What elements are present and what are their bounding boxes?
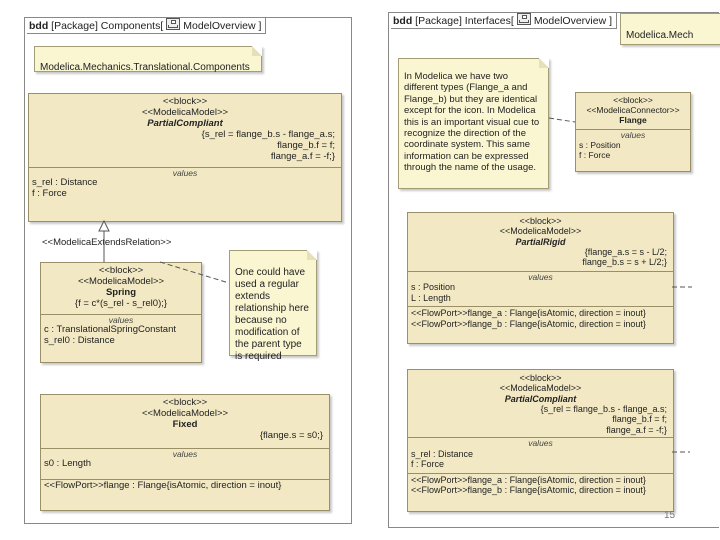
stereotype-modelica-model: <<ModelicaModel>> [499,226,582,237]
constraint-line: {s_rel = flange_b.s - flange_a.s; [201,128,335,140]
block-name: PartialCompliant [504,393,577,404]
compartment-label: values [620,130,646,141]
stereotype-block: <<block>> [519,216,562,226]
stereotype-modelica-model: <<ModelicaModel>> [77,275,165,287]
frame-keyword: bdd [29,20,49,32]
value-row: s_rel : Distance [411,448,474,459]
package-note-text: Modelica.Mech [626,30,694,41]
value-row: c : TranslationalSpringConstant [44,324,177,336]
stereotype-block: <<block>> [613,95,653,105]
value-row: s0 : Length [44,458,92,470]
stereotype-block: <<block>> [519,373,562,383]
port-row: <<FlowPort>>flange : Flange{isAtomic, direction = inout} [44,480,282,492]
frame-keyword: bdd [393,15,413,27]
compartment-label: values [528,438,553,449]
constraint-line: {flange_a.s = s - L/2; [584,247,667,258]
constraint-line: flange_b.s = s + L/2;} [582,257,667,268]
value-row: f : Force [411,459,445,470]
stereotype-modelica-model: <<ModelicaModel>> [141,407,229,419]
constraint-line: flange_a.f = -f;} [270,150,335,162]
frame-title-text: [Package] Components[ [51,20,164,32]
port-row: <<FlowPort>>flange_b : Flange{isAtomic, direction = inout} [411,318,646,329]
compartment-label: values [172,448,198,459]
flange-note-text: In Modelica we have two different types (Flange_a and Flange_b) but they are identical except for the icon. In Modelica this is an important visual cue to recognize the direction of the coordinate system. This same information can be expressed through the name of the usage. [404,71,540,174]
value-row: f : Force [579,149,611,160]
note-anchor-line [549,118,575,122]
extends-relation-label: <<ModelicaExtendsRelation>> [42,237,172,248]
port-row: <<FlowPort>>flange_b : Flange{isAtomic, direction = inout} [411,484,646,495]
block-name: PartialRigid [515,236,566,247]
value-row: s : Position [411,282,456,293]
stereotype-block: <<block>> [162,397,208,408]
frame-title-right: ModelOverview ] [183,20,262,32]
stereotype-modelica-connector: <<ModelicaConnector>> [586,104,680,115]
block-name: Spring [105,286,137,298]
page-number: 15 [664,510,676,521]
frame-title-right: ModelOverview ] [533,15,613,27]
stereotype-block: <<block>> [98,265,144,276]
compartment-label: values [172,167,198,178]
block-name: Fixed [172,418,198,430]
constraint-line: {flange.s = s0;} [259,429,323,441]
spring-note-text: One could have used a regular extends relationship here because no modification of the parent type is required [235,267,309,362]
value-row: L : Length [411,292,451,303]
compartment-label: values [108,314,134,325]
block-name: Flange [619,114,647,125]
package-note-text: Modelica.Mechanics.Translational.Components [40,62,250,73]
note-anchor-line [160,262,229,283]
frame-title-text: [Package] Interfaces[ [415,15,514,27]
value-row: s_rel : Distance [32,177,98,189]
constraint-line: flange_a.f = -f;} [606,424,667,435]
value-row: s : Position [579,140,621,151]
stereotype-modelica-model: <<ModelicaModel>> [141,106,229,118]
compartment-label: values [528,271,553,282]
stereotype-block: <<block>> [162,96,208,107]
port-row: <<FlowPort>>flange_a : Flange{isAtomic, direction = inout} [411,474,646,485]
port-row: <<FlowPort>>flange_a : Flange{isAtomic, direction = inout} [411,308,646,319]
block-name: PartialCompliant [147,117,223,129]
constraint-line: {s_rel = flange_b.s - flange_a.s; [540,404,667,415]
stereotype-modelica-model: <<ModelicaModel>> [499,383,582,394]
constraint-line: flange_b.f = f; [277,139,335,151]
value-row: f : Force [32,188,67,200]
constraint-line: {f = c*(s_rel - s_rel0);} [74,297,168,309]
constraint-line: flange_b.f = f; [612,414,667,425]
value-row: s_rel0 : Distance [44,335,115,347]
generalization-arrowhead [99,221,109,231]
